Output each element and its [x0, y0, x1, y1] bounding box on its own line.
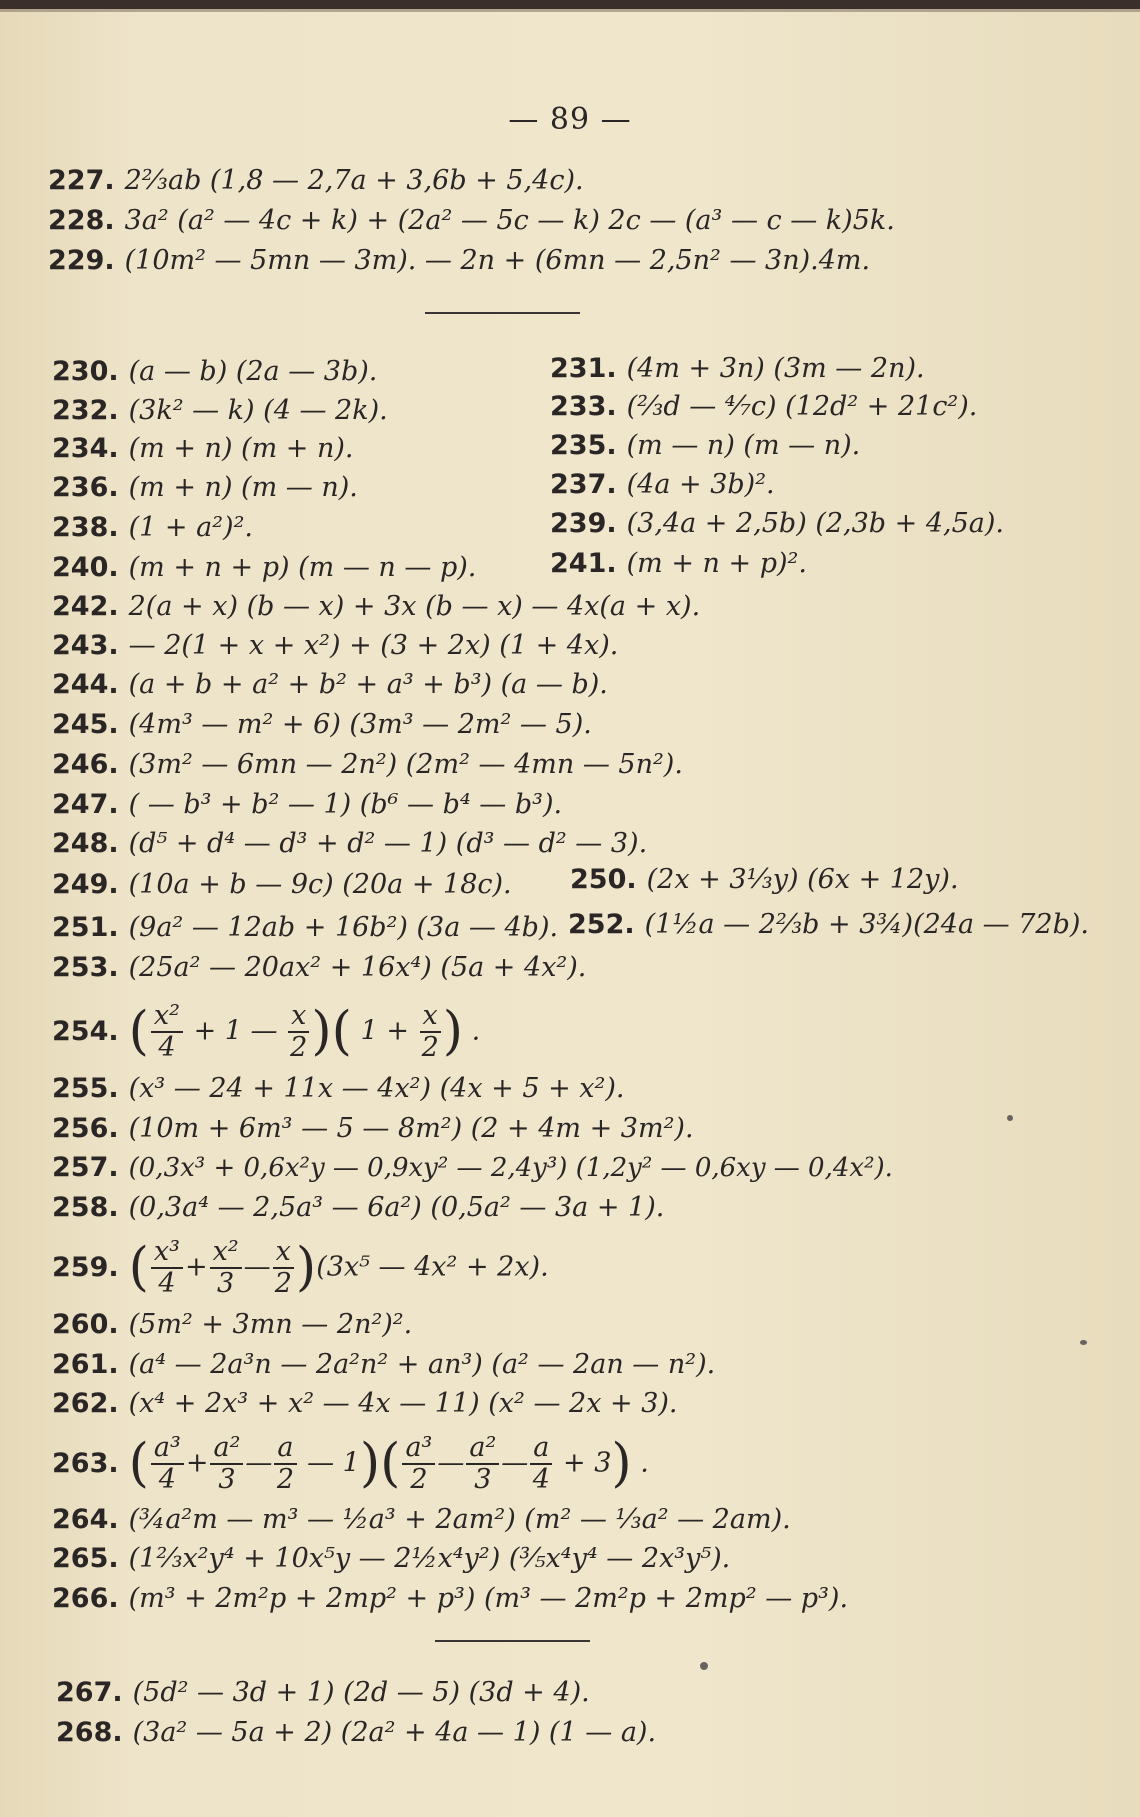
- expression-segment: 1 +: [360, 1015, 409, 1047]
- exercise-255: [52, 1072, 624, 1106]
- denominator: 3: [474, 1463, 492, 1495]
- exercise-number: 248.: [52, 828, 119, 859]
- exercise-expression: (2x + 3⅓y) (6x + 12y).: [646, 864, 959, 895]
- exercise-expression: (a — b) (2a — 3b).: [128, 356, 378, 387]
- exercise-expression: ( — b³ + b² — 1) (b⁶ — b⁴ — b³).: [128, 789, 563, 820]
- exercise-261: [52, 1348, 715, 1382]
- open-paren: (: [331, 1001, 352, 1062]
- exercise-number: 264.: [52, 1504, 119, 1535]
- numerator: a²: [210, 1433, 243, 1465]
- exercise-number: 242.: [52, 591, 119, 622]
- exercise-expression: (3m² — 6mn — 2n²) (2m² — 4mn — 5n²).: [128, 749, 683, 780]
- exercise-240: [52, 551, 476, 585]
- denominator: 4: [158, 1267, 176, 1299]
- expression-segment: + 3: [563, 1447, 612, 1479]
- exercise-expression: (10m + 6m³ — 5 — 8m²) (2 + 4m + 3m²).: [128, 1113, 694, 1144]
- exercise-248: [52, 827, 647, 861]
- exercise-expression: (10a + b — 9c) (20a + 18c).: [128, 869, 512, 900]
- exercise-number: 261.: [52, 1349, 119, 1380]
- exercise-expression: (10m² — 5mn — 3m). — 2n + (6mn — 2,5n² — 3n).4m.: [124, 245, 871, 276]
- fraction: [151, 1433, 184, 1495]
- exercise-238: [52, 511, 253, 545]
- ink-speck: [1080, 1340, 1087, 1345]
- exercise-number: 244.: [52, 669, 119, 700]
- exercise-expression: (4a + 3b)².: [626, 469, 775, 500]
- exercise-260: [52, 1308, 412, 1342]
- open-paren: (: [128, 1433, 149, 1494]
- exercise-234: [52, 432, 353, 466]
- denominator: 2: [410, 1463, 428, 1495]
- exercise-expression: (⅔d — ⁴⁄₇c) (12d² + 21c²).: [626, 391, 978, 422]
- exercise-number: 245.: [52, 709, 119, 740]
- open-paren: (: [380, 1433, 401, 1494]
- exercise-number: 263.: [52, 1447, 119, 1479]
- exercise-253: [52, 951, 586, 985]
- exercise-number: 257.: [52, 1152, 119, 1183]
- exercise-expression: — 2(1 + x + x²) + (3 + 2x) (1 + 4x).: [128, 630, 619, 661]
- exercise-number: 265.: [52, 1543, 119, 1574]
- exercise-number: 241.: [550, 548, 617, 579]
- denominator: 2: [290, 1031, 308, 1063]
- expression-end: .: [640, 1447, 649, 1479]
- exercise-number: 251.: [52, 912, 119, 943]
- section-divider: [435, 1640, 590, 1642]
- exercise-expression: [128, 1235, 549, 1299]
- exercise-number: 262.: [52, 1388, 119, 1419]
- fraction: [151, 1237, 183, 1299]
- numerator: x: [288, 1001, 309, 1033]
- exercise-235: [550, 429, 860, 463]
- denominator: 3: [217, 1267, 235, 1299]
- exercise-267: [56, 1676, 590, 1710]
- exercise-number: 231.: [550, 353, 617, 384]
- fraction: [151, 1001, 183, 1063]
- ink-speck: [700, 1662, 708, 1670]
- exercise-237: [550, 468, 775, 502]
- minus-sign: —: [437, 1447, 465, 1479]
- fraction: [210, 1433, 243, 1495]
- minus-sign: —: [501, 1447, 529, 1479]
- open-paren: (: [128, 1001, 149, 1062]
- exercise-265: [52, 1542, 730, 1576]
- exercise-number: 252.: [568, 909, 635, 940]
- page-number: — 89 —: [508, 102, 632, 137]
- page-top-shadow: [0, 9, 1140, 12]
- exercise-expression: (5m² + 3mn — 2n²)².: [128, 1309, 413, 1340]
- exercise-231: [550, 352, 925, 386]
- exercise-number: 259.: [52, 1251, 119, 1283]
- exercise-number: 228.: [48, 205, 115, 236]
- exercise-expression: (m — n) (m — n).: [626, 430, 861, 461]
- minus-sign: —: [245, 1447, 273, 1479]
- exercise-expression: (3,4a + 2,5b) (2,3b + 4,5a).: [626, 508, 1005, 539]
- exercise-expression: (0,3x³ + 0,6x²y — 0,9xy² — 2,4y³) (1,2y² — 0,6xy — 0,4x²).: [128, 1153, 893, 1183]
- exercise-expression: (m³ + 2m²p + 2mp² + p³) (m³ — 2m²p + 2mp² — p³).: [128, 1583, 849, 1614]
- exercise-254: [52, 996, 480, 1066]
- exercise-number: 255.: [52, 1073, 119, 1104]
- exercise-number: 268.: [56, 1717, 123, 1748]
- denominator: 4: [532, 1463, 550, 1495]
- exercise-number: 236.: [52, 472, 119, 503]
- fraction: [274, 1433, 296, 1495]
- numerator: a³: [402, 1433, 435, 1465]
- numerator: a²: [466, 1433, 499, 1465]
- exercise-number: 233.: [550, 391, 617, 422]
- exercise-250: [570, 863, 959, 897]
- exercise-247: [52, 788, 562, 822]
- denominator: 3: [218, 1463, 236, 1495]
- close-paren: ): [442, 1001, 464, 1062]
- exercise-264: [52, 1503, 791, 1537]
- exercise-258: [52, 1191, 664, 1225]
- numerator: x³: [151, 1237, 183, 1269]
- denominator: 4: [158, 1031, 176, 1063]
- exercise-245: [52, 708, 592, 742]
- exercise-expression: (d⁵ + d⁴ — d³ + d² — 1) (d³ — d² — 3).: [128, 828, 648, 859]
- exercise-expression: (1½a — 2⅔b + 3¾)(24a — 72b).: [644, 909, 1089, 940]
- exercise-number: 235.: [550, 430, 617, 461]
- fraction: [210, 1237, 242, 1299]
- expression-tail: (3x⁵ — 4x² + 2x).: [316, 1251, 549, 1283]
- exercise-number: 238.: [52, 512, 119, 543]
- numerator: a: [530, 1433, 552, 1465]
- exercise-233: [550, 390, 977, 424]
- plus-sign: +: [184, 1251, 208, 1283]
- exercise-expression: (a⁴ — 2a³n — 2a²n² + an³) (a² — 2an — n²).: [128, 1349, 716, 1380]
- exercise-number: 260.: [52, 1309, 119, 1340]
- exercise-262: [52, 1387, 678, 1421]
- exercise-241: [550, 547, 807, 581]
- exercise-232: [52, 394, 388, 428]
- exercise-number: 246.: [52, 749, 119, 780]
- exercise-expression: (5d² — 3d + 1) (2d — 5) (3d + 4).: [132, 1677, 590, 1708]
- close-paren: ): [611, 1433, 632, 1494]
- exercise-257: [52, 1151, 893, 1185]
- exercise-229: [48, 244, 870, 278]
- exercise-251: [52, 911, 558, 945]
- exercise-number: 266.: [52, 1583, 119, 1614]
- exercise-246: [52, 748, 683, 782]
- exercise-266: [52, 1582, 848, 1616]
- expression-segment: — 1: [307, 1447, 360, 1479]
- exercise-expression: 2(a + x) (b — x) + 3x (b — x) — 4x(a + x).: [128, 591, 701, 622]
- exercise-228: [48, 204, 895, 238]
- exercise-expression: (x³ — 24 + 11x — 4x²) (4x + 5 + x²).: [128, 1073, 625, 1104]
- exercise-expression: (4m + 3n) (3m — 2n).: [626, 353, 925, 384]
- denominator: 2: [421, 1031, 439, 1063]
- exercise-227: [48, 164, 584, 198]
- exercise-number: 234.: [52, 433, 119, 464]
- exercise-expression: (9a² — 12ab + 16b²) (3a — 4b).: [128, 912, 559, 943]
- close-paren: ): [295, 1237, 317, 1298]
- close-paren: ): [359, 1433, 381, 1494]
- exercise-expression: (m + n) (m + n).: [128, 433, 354, 464]
- exercise-236: [52, 471, 358, 505]
- exercise-expression: (25a² — 20ax² + 16x⁴) (5a + 4x²).: [128, 952, 587, 983]
- exercise-number: 237.: [550, 469, 617, 500]
- exercise-expression: (0,3a⁴ — 2,5a³ — 6a²) (0,5a² — 3a + 1).: [128, 1192, 665, 1223]
- fraction: [420, 1001, 441, 1063]
- exercise-249: [52, 868, 512, 902]
- section-divider: [425, 312, 580, 314]
- exercise-number: 240.: [52, 552, 119, 583]
- numerator: x²: [210, 1237, 242, 1269]
- exercise-expression: (x⁴ + 2x³ + x² — 4x — 11) (x² — 2x + 3).: [128, 1388, 678, 1419]
- exercise-263: [52, 1428, 649, 1498]
- exercise-number: 250.: [570, 864, 637, 895]
- exercise-number: 247.: [52, 789, 119, 820]
- numerator: x: [273, 1237, 294, 1269]
- exercise-243: [52, 629, 618, 663]
- exercise-number: 258.: [52, 1192, 119, 1223]
- exercise-number: 253.: [52, 952, 119, 983]
- minus-sign: —: [243, 1251, 271, 1283]
- page-top-edge: [0, 0, 1140, 9]
- exercise-expression: (3k² — k) (4 — 2k).: [128, 395, 388, 426]
- exercise-expression: 2⅔ab (1,8 — 2,7a + 3,6b + 5,4c).: [124, 165, 584, 196]
- exercise-number: 256.: [52, 1113, 119, 1144]
- exercise-259: [52, 1232, 549, 1302]
- exercise-number: 249.: [52, 869, 119, 900]
- exercise-242: [52, 590, 700, 624]
- exercise-252: [568, 908, 1089, 942]
- exercise-expression: (m + n) (m — n).: [128, 472, 358, 503]
- open-paren: (: [128, 1237, 149, 1298]
- fraction: [273, 1237, 294, 1299]
- numerator: a: [274, 1433, 296, 1465]
- denominator: 2: [276, 1463, 295, 1495]
- exercise-number: 232.: [52, 395, 119, 426]
- exercise-expression: (m + n + p) (m — n — p).: [128, 552, 477, 583]
- numerator: x: [420, 1001, 441, 1033]
- exercise-number: 230.: [52, 356, 119, 387]
- exercise-number: 229.: [48, 245, 115, 276]
- denominator: 2: [274, 1267, 292, 1299]
- exercise-239: [550, 507, 1004, 541]
- exercise-number: 243.: [52, 630, 119, 661]
- exercise-number: 254.: [52, 1015, 119, 1047]
- exercise-expression: [128, 1431, 649, 1495]
- exercise-number: 239.: [550, 508, 617, 539]
- fraction: [288, 1001, 309, 1063]
- exercise-244: [52, 668, 608, 702]
- exercise-230: [52, 355, 377, 389]
- close-paren: ): [311, 1001, 332, 1062]
- numerator: x²: [151, 1001, 183, 1033]
- fraction: [402, 1433, 435, 1495]
- exercise-expression: 3a² (a² — 4c + k) + (2a² — 5c — k) 2c — (a³ — c — k)5k.: [124, 205, 895, 236]
- exercise-number: 267.: [56, 1677, 123, 1708]
- fraction: [466, 1433, 499, 1495]
- ink-speck: [1007, 1115, 1013, 1121]
- expression-end: .: [471, 1015, 481, 1047]
- exercise-expression: (3a² — 5a + 2) (2a² + 4a — 1) (1 — a).: [132, 1717, 657, 1748]
- exercise-expression: (m + n + p)².: [626, 548, 807, 579]
- exercise-expression: (1⅔x²y⁴ + 10x⁵y — 2½x⁴y²) (⅗x⁴y⁴ — 2x³y⁵).: [128, 1543, 731, 1574]
- fraction: [530, 1433, 552, 1495]
- exercise-expression: (a + b + a² + b² + a³ + b³) (a — b).: [128, 669, 608, 700]
- exercise-number: 227.: [48, 165, 115, 196]
- exercise-expression: (¾a²m — m³ — ½a³ + 2am²) (m² — ⅓a² — 2am).: [128, 1504, 791, 1535]
- exercise-256: [52, 1112, 694, 1146]
- exercise-expression: (4m³ — m² + 6) (3m³ — 2m² — 5).: [128, 709, 592, 740]
- denominator: 4: [158, 1463, 176, 1495]
- expression-segment: + 1 —: [193, 1015, 278, 1047]
- numerator: a³: [151, 1433, 184, 1465]
- exercise-268: [56, 1716, 656, 1750]
- exercise-expression: [128, 999, 481, 1063]
- exercise-expression: (1 + a²)².: [128, 512, 253, 543]
- plus-sign: +: [185, 1447, 209, 1479]
